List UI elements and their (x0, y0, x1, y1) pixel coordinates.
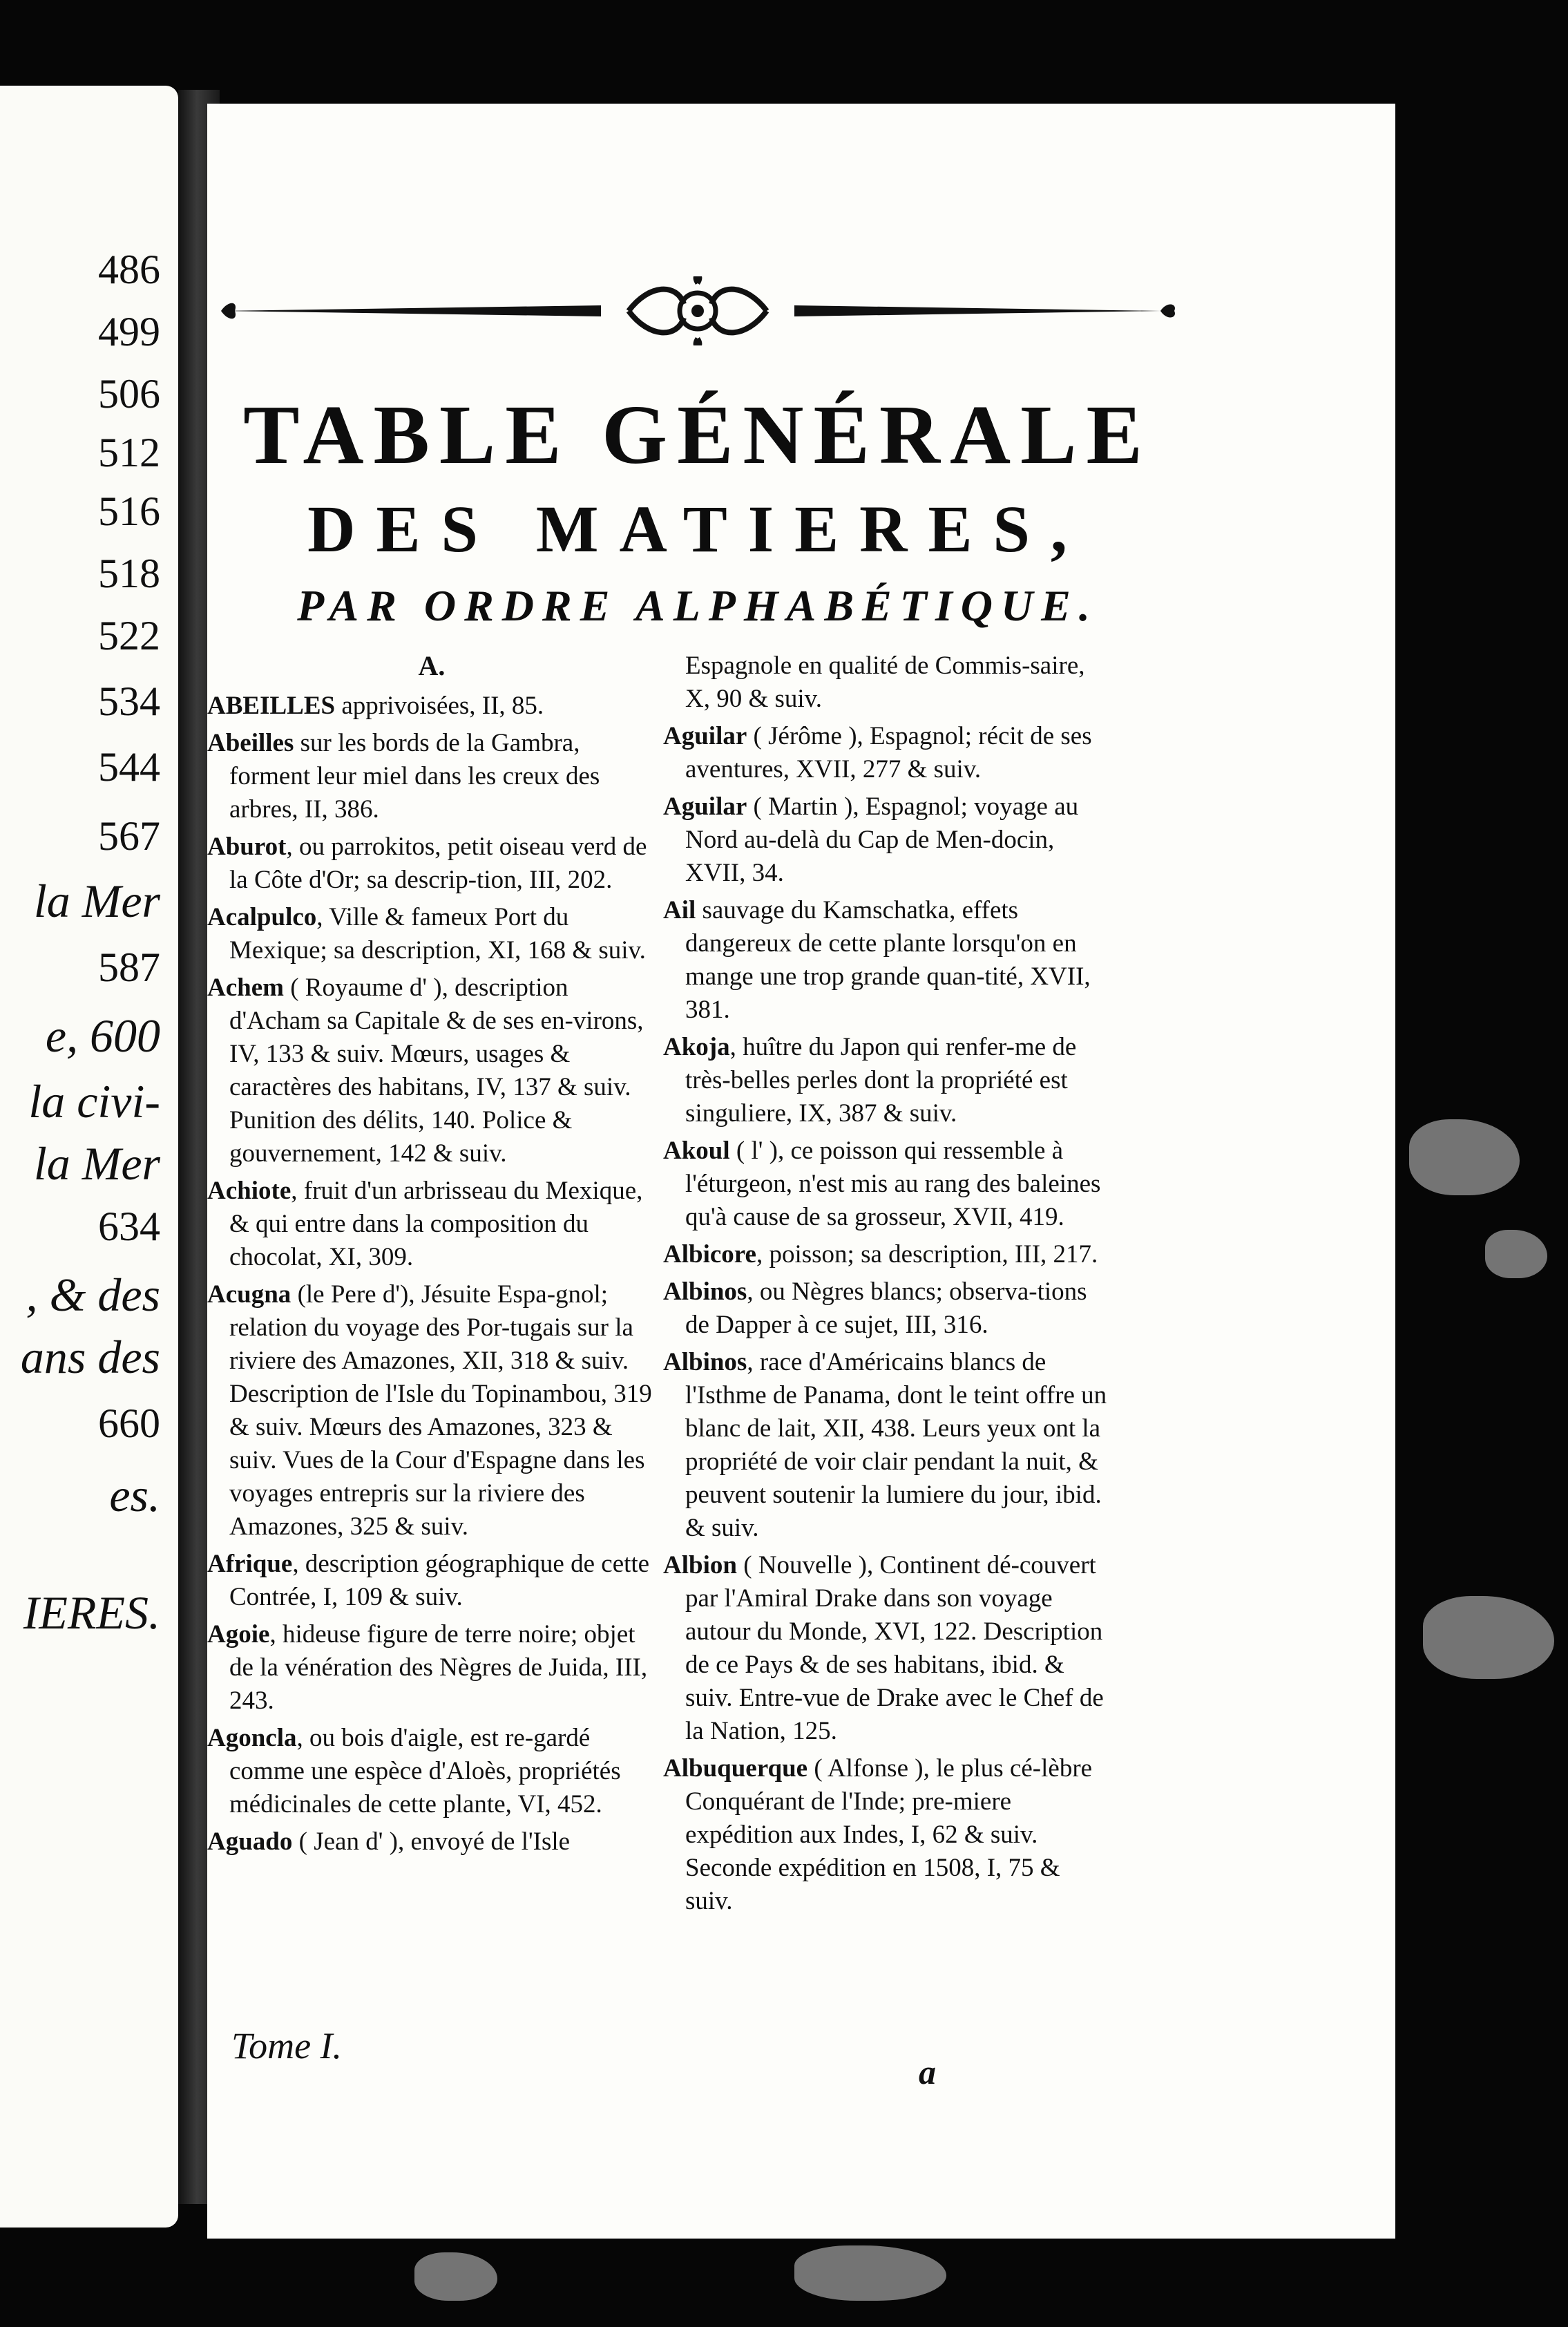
index-entry-text: ( Alfonse ), le plus cé-lèbre Conquérant de l'Inde; pre-miere expédition aux Indes, I, 62 & suiv. Seconde expédition en 1508, I, 75 & suiv. (685, 1754, 1093, 1915)
index-entry-headword: Albinos (663, 1278, 747, 1306)
index-page (207, 104, 1395, 2239)
index-entry-headword: Akoul (663, 1137, 730, 1165)
index-entry-text: , race d'Américains blancs de l'Isthme de Panama, dont le teint offre un blanc de lait, XII, 438. Leurs yeux ont la propriété de voir clair pendant la nuit, & peuvent soutenir la lumiere du jour, ibid. & suiv. (685, 1348, 1107, 1542)
index-entry (663, 790, 1112, 890)
index-entry-headword: Aguilar (663, 792, 747, 821)
index-entry-headword: Aguilar (663, 722, 747, 750)
index-entry-text: , poisson; sa description, III, 217. (756, 1240, 1098, 1269)
index-entries-right (663, 649, 1112, 1918)
index-entry (663, 1752, 1112, 1918)
index-entry (207, 1825, 656, 1859)
index-entry (207, 1618, 656, 1718)
index-entry-headword: Ail (663, 896, 696, 924)
signature-mark: a (919, 2053, 936, 2091)
index-entry (663, 894, 1112, 1027)
index-entry-headword: Achem (207, 973, 284, 1002)
index-entry-text: apprivoisées, II, 85. (335, 692, 544, 720)
facing-page-number: 567 (98, 813, 160, 859)
facing-page-number: 522 (98, 613, 160, 658)
scan-speck (1409, 1119, 1520, 1195)
index-entry-text: ( Jean d' ), envoyé de l'Isle (292, 1827, 571, 1856)
scan-speck (1423, 1596, 1554, 1679)
index-entry (207, 830, 656, 897)
index-entry-text: , huître du Japon qui renfer-me de très-belles perles dont la propriété est singuliere, IX, 387 & suiv. (685, 1033, 1077, 1128)
index-entry-text: sauvage du Kamschatka, effets dangereux de cette plante lorsqu'on en mange une trop grande quan-tité, XVII, 381. (685, 896, 1091, 1024)
index-entry (207, 1175, 656, 1274)
index-entry-headword: Afrique (207, 1550, 293, 1578)
scan-speck (1485, 1230, 1547, 1278)
facing-page-number: 634 (98, 1204, 160, 1249)
facing-page-number: IERES. (23, 1586, 160, 1639)
index-entry-text: , ou Nègres blancs; observa-tions de Dapper à ce sujet, III, 316. (685, 1278, 1087, 1339)
facing-page-number: ans des (20, 1331, 160, 1383)
fleuron-ornament-rule (214, 276, 1181, 345)
index-entry-text: , ou bois d'aigle, est re-gardé comme une espèce d'Aloès, propriétés médicinales de cette plante, VI, 452. (229, 1724, 621, 1818)
index-entry-text: sur les bords de la Gambra, forment leur miel dans les creux des arbres, II, 386. (229, 729, 600, 824)
page-title: TABLE GÉNÉRALE (243, 388, 1152, 482)
index-entry-headword: Aguado (207, 1827, 293, 1856)
index-entry-headword: Abeilles (207, 729, 294, 757)
index-entry (663, 649, 1112, 716)
index-entry-headword: Agoie (207, 1620, 270, 1649)
index-entry-text: , ou parrokitos, petit oiseau verd de la Côte d'Or; sa descrip-tion, III, 202. (229, 833, 647, 894)
index-entry-headword: Albion (663, 1551, 737, 1579)
page-subtitle: DES MATIERES, (307, 492, 1088, 566)
facing-page-number: 518 (98, 551, 160, 596)
index-entry (207, 690, 656, 723)
index-entry (207, 1722, 656, 1821)
page-subtitle-order: PAR ORDRE ALPHABÉTIQUE. (297, 581, 1098, 630)
facing-page-number: 516 (98, 488, 160, 534)
index-entry-text: , hideuse figure de terre noire; objet de la vénération des Nègres de Juida, III, 243. (229, 1620, 648, 1715)
index-entry-headword: Acalpulco (207, 903, 317, 931)
facing-page-number: 486 (98, 247, 160, 292)
index-entry-text: ( Royaume d' ), description d'Acham sa Capitale & de ses en-virons, IV, 133 & suiv. Mœurs, usages & caractères des habitans, IV, 137 & suiv. Punition des délits, 140. Police & gouvernement, 142 & suiv. (229, 973, 644, 1168)
index-entry-text: Espagnole en qualité de Commis-saire, X, 90 & suiv. (685, 652, 1085, 713)
facing-page-number: 499 (98, 309, 160, 354)
index-entry (207, 1548, 656, 1614)
index-entry-headword: Albicore (663, 1240, 756, 1269)
facing-page-number: e, 600 (45, 1009, 160, 1062)
facing-page-number: 544 (98, 744, 160, 790)
scan-speck (794, 2245, 946, 2301)
facing-page-number: 587 (98, 944, 160, 990)
index-entry-text: , Ville & fameux Port du Mexique; sa description, XI, 168 & suiv. (229, 903, 646, 965)
facing-page-number: la Mer (33, 875, 160, 927)
index-entry (663, 1134, 1112, 1234)
facing-page-number: 506 (98, 371, 160, 417)
scan-speck (414, 2252, 497, 2301)
index-entry-headword: Achiote (207, 1177, 291, 1205)
index-entry (207, 1278, 656, 1544)
index-column-left (207, 649, 656, 1863)
facing-page-number: la Mer (33, 1137, 160, 1190)
index-entry (663, 720, 1112, 786)
index-entry (663, 1031, 1112, 1130)
index-entry-text: ( Nouvelle ), Continent dé-couvert par l'Amiral Drake dans son voyage autour du Monde, XVI, 122. Description de ce Pays & de ses habitans, ibid. & suiv. Entre-vue de Drake avec le Chef de la Nation, 125. (685, 1551, 1104, 1745)
facing-page-number: 534 (98, 678, 160, 724)
index-entry (663, 1238, 1112, 1271)
index-column-right (663, 649, 1112, 1922)
index-entry-headword: Albuquerque (663, 1754, 808, 1783)
facing-page-number: , & des (26, 1269, 160, 1321)
index-entries-left (207, 690, 656, 1859)
index-entry-text: (le Pere d'), Jésuite Espa-gnol; relation du voyage des Por-tugais sur la riviere des Amazones, XII, 318 & suiv. Description de l'Isle du Topinambou, 319 & suiv. Mœurs des Amazones, 323 & suiv. Vues de la Cour d'Espagne dans les voyages entrepris sur la riviere des Amazones, 325 & suiv. (229, 1280, 652, 1541)
section-letter: A. (418, 650, 446, 681)
facing-page-number: 660 (98, 1400, 160, 1446)
index-entry-headword: Agoncla (207, 1724, 297, 1752)
index-entry-text: , description géographique de cette Contrée, I, 109 & suiv. (229, 1550, 650, 1611)
facing-page-number: es. (109, 1469, 160, 1521)
index-entry (207, 727, 656, 826)
facing-page-number: la civi- (28, 1075, 160, 1128)
index-entry-headword: Aburot (207, 833, 287, 861)
volume-footer: Tome I. (231, 2025, 343, 2067)
index-entry-text: , fruit d'un arbrisseau du Mexique, & qui entre dans la composition du chocolat, XI, 309. (229, 1177, 643, 1271)
index-entry (663, 1549, 1112, 1748)
index-entry-headword: Albinos (663, 1348, 747, 1376)
index-entry-text: ( l' ), ce poisson qui ressemble à l'éturgeon, n'est mis au rang des baleines qu'à cause de sa grosseur, XVII, 419. (685, 1137, 1101, 1231)
index-entry (663, 1275, 1112, 1342)
index-entry-text: ( Martin ), Espagnol; voyage au Nord au-delà du Cap de Men-docin, XVII, 34. (685, 792, 1079, 887)
index-entry-headword: Acugna (207, 1280, 291, 1309)
facing-page (0, 86, 178, 2228)
index-entry (663, 1346, 1112, 1545)
index-entry-headword: ABEILLES (207, 692, 336, 720)
index-entry (207, 901, 656, 967)
index-entry (207, 971, 656, 1170)
index-entry-headword: Akoja (663, 1033, 730, 1061)
index-entry-text: ( Jérôme ), Espagnol; récit de ses aventures, XVII, 277 & suiv. (685, 722, 1092, 783)
facing-page-number: 512 (98, 430, 160, 475)
